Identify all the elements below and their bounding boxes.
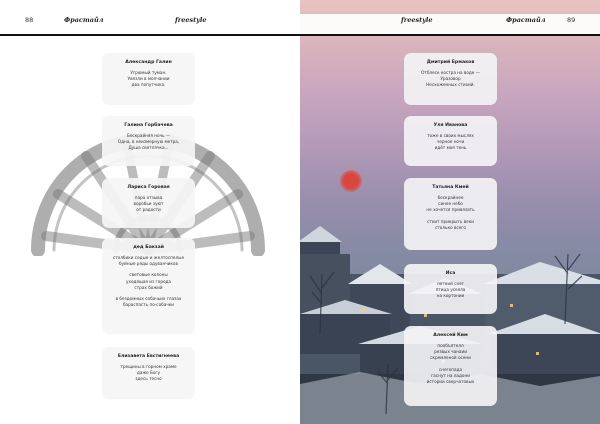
poem-line: столбики седые и желтоспелые xyxy=(112,255,185,260)
poem-card xyxy=(404,178,497,250)
poem-line: Душа светлячка... xyxy=(128,145,169,151)
author-name: Александр Галин xyxy=(125,60,172,65)
author-name: Алексей Ким xyxy=(433,333,468,338)
author-name: Татьяна Кмей xyxy=(432,185,469,190)
poem-card xyxy=(404,326,497,406)
section-title: freestyle xyxy=(175,16,207,24)
author-name: Иса xyxy=(445,271,456,276)
poem-line: на кортонии xyxy=(436,293,465,299)
poem-line: Бескрайняя ночь — xyxy=(126,133,171,138)
author-name: Уля Иванова xyxy=(433,123,468,128)
poem-card xyxy=(404,53,497,105)
author-name: дед Бакзай xyxy=(133,245,164,250)
poem-line: стоит прикрыть веки xyxy=(427,218,474,224)
poem-line: пообъятелл xyxy=(437,343,464,348)
left-header xyxy=(0,14,300,36)
poem-line: в бездомных собачьих глазах xyxy=(115,296,182,302)
poem-line: Отблеск костра на воде — xyxy=(421,70,480,75)
section-title: freestyle xyxy=(401,16,433,24)
author-name: Дмитрий Ермаков xyxy=(426,60,475,65)
page-number: 89 xyxy=(567,16,576,24)
poem-line: трещины в горном храме xyxy=(120,364,177,369)
poem-line: световые колоны xyxy=(129,272,168,278)
poem-line: Одна, в неизмерную метра, xyxy=(117,139,180,145)
poem-line: Угрюмый туман. xyxy=(130,70,167,75)
poem-line: птица усеяла xyxy=(435,287,466,293)
poem-line: столько всего xyxy=(435,224,466,230)
poem-line: Несхоженных стихий. xyxy=(426,82,475,88)
poem-line: Увязли в молчании xyxy=(127,76,170,82)
poem-line: пара отзыва xyxy=(134,195,163,200)
poem-line: уходящая из города xyxy=(125,278,171,284)
header-rule xyxy=(300,34,600,36)
poem-card xyxy=(102,53,195,105)
poem-line: бараспасть по-собачки xyxy=(122,302,175,308)
poem-line: гаснут на ладони xyxy=(431,372,470,378)
poem-line: бескрайнее xyxy=(437,195,464,200)
poem-line: синее небо xyxy=(438,201,463,207)
poem-line: снегопада xyxy=(438,366,463,372)
right-header xyxy=(300,14,600,36)
poem-card xyxy=(102,178,195,228)
poem-card xyxy=(102,347,195,399)
poem-card xyxy=(102,116,195,166)
poem-card xyxy=(102,238,195,334)
poem-line: Уразовор xyxy=(440,76,461,82)
section-italic: Фрастайл xyxy=(506,16,546,24)
poem-line: скремленой осени xyxy=(430,355,471,361)
poem-line: здесь тесно xyxy=(135,376,162,382)
poem-card xyxy=(404,264,497,314)
poem-line: от радости xyxy=(136,207,161,213)
poem-line: воробьи зуют xyxy=(133,201,164,207)
poem-line: тоже в своих мыслях xyxy=(427,133,474,138)
poem-line: не хочется привязать xyxy=(426,207,475,213)
author-name: Лариса Горовая xyxy=(127,185,170,190)
poem-line: истории сверчатовых xyxy=(426,379,475,385)
sun xyxy=(340,170,362,192)
poem-line: даже Богу xyxy=(136,370,161,376)
poem-line: страх божий xyxy=(134,284,163,290)
poem-line: летний снег xyxy=(436,281,465,286)
section-italic: Фрастайл xyxy=(64,16,104,24)
poem-line: резвых чанаии xyxy=(434,349,467,355)
author-name: Галина Горбачева xyxy=(124,123,173,128)
header-rule xyxy=(0,34,300,36)
author-name: Елизавета Евстигнеева xyxy=(117,354,180,359)
poem-line: идёт моя тень xyxy=(434,145,467,151)
right-page xyxy=(300,0,600,424)
page-number: 88 xyxy=(25,16,34,24)
poem-line: два попутчика. xyxy=(131,82,166,88)
poem-line: буйные ряды одуванчиков xyxy=(119,261,178,267)
poem-line: черное ночи xyxy=(436,139,465,145)
poem-card xyxy=(404,116,497,166)
